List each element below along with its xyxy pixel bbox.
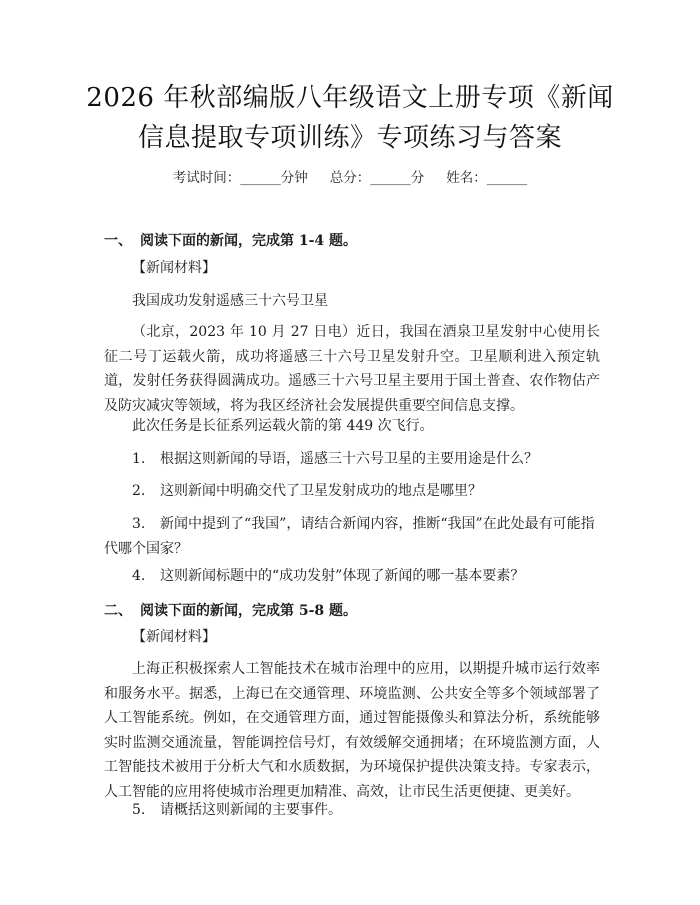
question-4	[104, 564, 600, 589]
question-number: 2.	[132, 483, 146, 499]
question-number: 3.	[132, 516, 146, 532]
exam-info	[0, 166, 700, 186]
question-5	[104, 798, 600, 823]
section-1-paragraph-1: （北京，2023 年 10 月 27 日电）近日，我国在酒泉卫星发射中心使用长征二号丁运载火箭，成功将遥感三十六号卫星发射升空。卫星顺利进入预定轨道，发射任务获得圆满成功。遥感三十六号卫星主要用于国土普查、农作物估产及防灾减灾等领域，将为我区经济社会发展提供重要空间信息支撑。	[104, 324, 600, 414]
section-1-paragraph-2: 此次任务是长征系列运载火箭的第 449 次飞行。	[132, 418, 434, 434]
question-2	[104, 479, 600, 504]
section-1-heading-text: 阅读下面的新闻，完成第 1-4 题。	[140, 233, 358, 249]
question-text: 新闻中提到了“我国”，请结合新闻内容，推断“我国”在此处最有可能指代哪个国家？	[104, 516, 595, 557]
question-text: 请概括这则新闻的主要事件。	[160, 802, 342, 818]
section-1-news-title: 我国成功发射遥感三十六号卫星	[132, 293, 328, 309]
question-number: 1.	[132, 451, 146, 467]
question-3	[104, 512, 600, 561]
question-number: 5.	[132, 802, 146, 818]
section-2-heading-text: 阅读下面的新闻，完成第 5-8 题。	[140, 603, 358, 619]
document-title-line-2: 信息提取专项训练》专项练习与答案	[137, 123, 562, 153]
document-title-line-1: 2026 年秋部编版八年级语文上册专项《新闻	[86, 83, 614, 113]
question-text: 这则新闻标题中的“成功发射”体现了新闻的哪一基本要素？	[160, 568, 525, 584]
exam-time-field: 考试时间：______分钟	[172, 170, 308, 186]
section-1-material-label: 【新闻材料】	[132, 260, 216, 276]
section-1-number: 一、	[104, 233, 132, 249]
question-1	[104, 447, 600, 472]
section-1-heading	[104, 230, 357, 250]
exam-score-field: 总分：______分	[329, 170, 425, 186]
question-number: 4.	[132, 568, 146, 584]
question-text: 根据这则新闻的导语，遥感三十六号卫星的主要用途是什么？	[160, 451, 538, 467]
section-2-paragraph-1: 上海正积极探索人工智能技术在城市治理中的应用，以期提升城市运行效率和服务水平。据悉，上海已在交通管理、环境监测、公共安全等多个领域部署了人工智能系统。例如，在交通管理方面，通过智能摄像头和算法分析，系统能够实时监测交通流量，智能调控信号灯，有效缓解交通拥堵；在环境监测方面，人工智能技术被用于分析大气和水质数据，为环境保护提供决策支持。专家表示，人工智能的应用将使城市治理更加精准、高效，让市民生活更便捷、更美好。	[104, 661, 600, 800]
section-2-number: 二、	[104, 603, 132, 619]
student-name-field: 姓名：______	[446, 170, 528, 186]
section-2-material-label: 【新闻材料】	[132, 629, 216, 645]
question-text: 这则新闻中明确交代了卫星发射成功的地点是哪里？	[160, 483, 482, 499]
section-2-heading	[104, 600, 357, 620]
